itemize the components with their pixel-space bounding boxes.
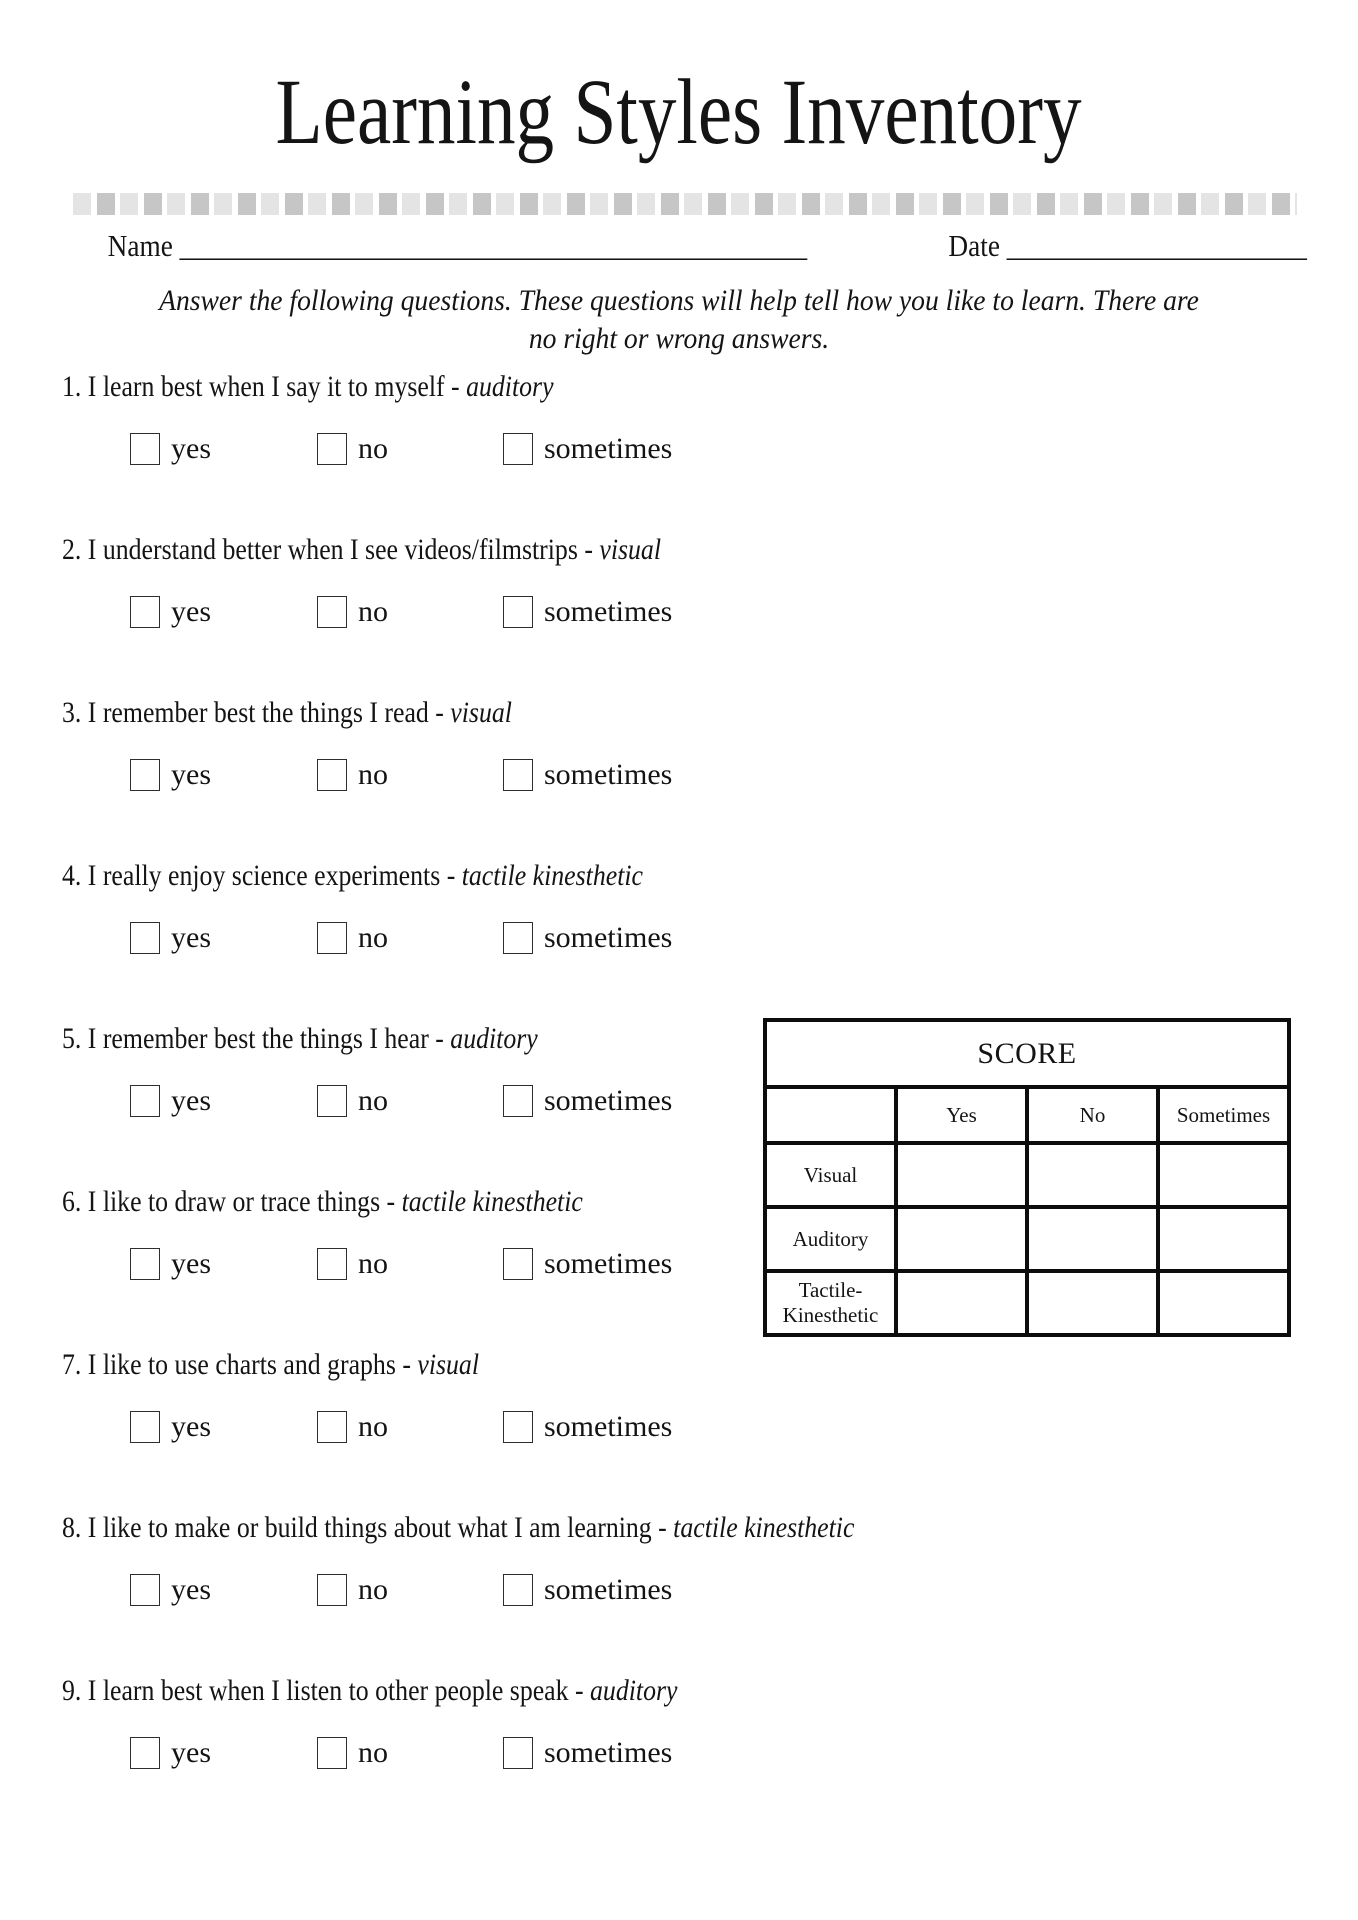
- question-label: I learn best when I listen to other people speak -: [87, 1674, 584, 1707]
- question-label: I like to use charts and graphs -: [87, 1348, 411, 1381]
- question-number: 4.: [62, 859, 82, 892]
- checkbox-q9-yes[interactable]: [130, 1737, 160, 1769]
- checkbox-label-yes: yes: [171, 1247, 211, 1280]
- question-label: I learn best when I say it to myself -: [87, 370, 460, 403]
- checkbox-label-yes: yes: [171, 921, 211, 954]
- answer-options: [130, 922, 1342, 954]
- question-block: [62, 1509, 1342, 1672]
- score-row-auditory: Auditory: [765, 1207, 896, 1271]
- checkbox-q2-sometimes[interactable]: [503, 596, 533, 628]
- question-text: [62, 857, 643, 895]
- checkbox-label-sometimes: sometimes: [544, 1247, 673, 1280]
- question-block: [62, 694, 1342, 857]
- learning-style-label: visual: [417, 1348, 480, 1381]
- date-label: Date: [948, 228, 1000, 263]
- score-cell-visual-yes[interactable]: [896, 1143, 1027, 1207]
- checkbox-label-no: no: [358, 921, 388, 954]
- checkbox-label-yes: yes: [171, 595, 211, 628]
- score-cell-tactile-no[interactable]: [1027, 1271, 1158, 1335]
- checkbox-q5-sometimes[interactable]: [503, 1085, 533, 1117]
- question-label: I remember best the things I hear -: [87, 1022, 444, 1055]
- question-number: 8.: [62, 1511, 82, 1544]
- checkbox-label-sometimes: sometimes: [544, 595, 673, 628]
- checkbox-q8-no[interactable]: [317, 1574, 347, 1606]
- checkbox-q8-yes[interactable]: [130, 1574, 160, 1606]
- checkbox-label-yes: yes: [171, 1736, 211, 1769]
- question-label: I remember best the things I read -: [87, 696, 444, 729]
- score-cell-visual-no[interactable]: [1027, 1143, 1158, 1207]
- checkbox-label-no: no: [358, 595, 388, 628]
- question-block: [62, 368, 1342, 531]
- question-number: 9.: [62, 1674, 82, 1707]
- decor-strip: [73, 193, 1297, 215]
- question-text: [62, 1672, 677, 1710]
- question-text: [62, 368, 554, 406]
- learning-style-label: auditory: [450, 1022, 538, 1055]
- question-number: 1.: [62, 370, 82, 403]
- answer-options: [130, 1411, 1342, 1443]
- checkbox-q3-yes[interactable]: [130, 759, 160, 791]
- score-table-title: SCORE: [765, 1020, 1289, 1087]
- checkbox-label-no: no: [358, 1573, 388, 1606]
- checkbox-q6-sometimes[interactable]: [503, 1248, 533, 1280]
- checkbox-q2-yes[interactable]: [130, 596, 160, 628]
- checkbox-label-sometimes: sometimes: [544, 1084, 673, 1117]
- score-col-yes: Yes: [896, 1087, 1027, 1143]
- question-number: 2.: [62, 533, 82, 566]
- question-block: [62, 1672, 1342, 1835]
- score-row-visual: Visual: [765, 1143, 896, 1207]
- question-label: I really enjoy science experiments -: [87, 859, 456, 892]
- instructions-line2: no right or wrong answers.: [528, 322, 830, 355]
- question-number: 3.: [62, 696, 82, 729]
- checkbox-label-yes: yes: [171, 1084, 211, 1117]
- title-wrap: [0, 61, 1358, 164]
- checkbox-label-yes: yes: [171, 432, 211, 465]
- question-text: [62, 1509, 854, 1547]
- checkbox-label-no: no: [358, 758, 388, 791]
- checkbox-label-no: no: [358, 1084, 388, 1117]
- checkbox-label-yes: yes: [171, 758, 211, 791]
- score-cell-auditory-no[interactable]: [1027, 1207, 1158, 1271]
- checkbox-q4-yes[interactable]: [130, 922, 160, 954]
- checkbox-q1-no[interactable]: [317, 433, 347, 465]
- learning-style-label: tactile kinesthetic: [673, 1511, 855, 1544]
- checkbox-q1-yes[interactable]: [130, 433, 160, 465]
- learning-style-label: auditory: [590, 1674, 678, 1707]
- score-corner-cell: [765, 1087, 896, 1143]
- checkbox-label-yes: yes: [171, 1410, 211, 1443]
- score-row-tactile-kinesthetic: Tactile- Kinesthetic: [765, 1271, 896, 1335]
- question-number: 6.: [62, 1185, 82, 1218]
- checkbox-q6-yes[interactable]: [130, 1248, 160, 1280]
- instructions-line1: Answer the following questions. These questions will help tell how you like to learn. There are: [159, 284, 1199, 317]
- checkbox-q2-no[interactable]: [317, 596, 347, 628]
- score-cell-visual-sometimes[interactable]: [1158, 1143, 1289, 1207]
- score-cell-auditory-sometimes[interactable]: [1158, 1207, 1289, 1271]
- checkbox-q9-no[interactable]: [317, 1737, 347, 1769]
- answer-options: [130, 1574, 1342, 1606]
- score-cell-tactile-yes[interactable]: [896, 1271, 1027, 1335]
- question-block: [62, 1346, 1342, 1509]
- checkbox-q3-sometimes[interactable]: [503, 759, 533, 791]
- question-label: I like to draw or trace things -: [87, 1185, 396, 1218]
- checkbox-q3-no[interactable]: [317, 759, 347, 791]
- question-text: [62, 1020, 538, 1058]
- answer-options: [130, 1737, 1342, 1769]
- checkbox-label-no: no: [358, 432, 388, 465]
- question-text: [62, 1183, 583, 1221]
- checkbox-q4-sometimes[interactable]: [503, 922, 533, 954]
- checkbox-q7-sometimes[interactable]: [503, 1411, 533, 1443]
- checkbox-label-sometimes: sometimes: [544, 1410, 673, 1443]
- name-label: Name: [107, 228, 173, 263]
- learning-style-label: auditory: [466, 370, 554, 403]
- name-date-row: [0, 228, 1358, 272]
- checkbox-label-sometimes: sometimes: [544, 921, 673, 954]
- question-block: [62, 857, 1342, 1020]
- page-title: Learning Styles Inventory: [275, 61, 1083, 164]
- name-field: [108, 228, 807, 264]
- checkbox-label-sometimes: sometimes: [544, 1573, 673, 1606]
- score-cell-auditory-yes[interactable]: [896, 1207, 1027, 1271]
- checkbox-q6-no[interactable]: [317, 1248, 347, 1280]
- checkbox-q1-sometimes[interactable]: [503, 433, 533, 465]
- question-label: I like to make or build things about what I am learning -: [87, 1511, 667, 1544]
- checkbox-label-sometimes: sometimes: [544, 1736, 673, 1769]
- checkbox-q9-sometimes[interactable]: [503, 1737, 533, 1769]
- question-text: [62, 531, 661, 569]
- question-text: [62, 694, 512, 732]
- checkbox-label-yes: yes: [171, 1573, 211, 1606]
- question-number: 7.: [62, 1348, 82, 1381]
- date-field: [948, 228, 1306, 264]
- checkbox-q5-yes[interactable]: [130, 1085, 160, 1117]
- learning-style-label: visual: [450, 696, 512, 729]
- checkbox-q8-sometimes[interactable]: [503, 1574, 533, 1606]
- score-col-sometimes: Sometimes: [1158, 1087, 1289, 1143]
- answer-options: [130, 596, 1342, 628]
- learning-style-label: tactile kinesthetic: [461, 859, 643, 892]
- question-text: [62, 1346, 479, 1384]
- question-number: 5.: [62, 1022, 82, 1055]
- question-label: I understand better when I see videos/filmstrips -: [87, 533, 593, 566]
- instructions: [0, 282, 1358, 358]
- checkbox-label-no: no: [358, 1247, 388, 1280]
- score-col-no: No: [1027, 1087, 1158, 1143]
- answer-options: [130, 759, 1342, 791]
- learning-style-label: tactile kinesthetic: [401, 1185, 583, 1218]
- learning-style-label: visual: [599, 533, 662, 566]
- score-cell-tactile-sometimes[interactable]: [1158, 1271, 1289, 1335]
- checkbox-label-no: no: [358, 1410, 388, 1443]
- checkbox-label-no: no: [358, 1736, 388, 1769]
- checkbox-q7-yes[interactable]: [130, 1411, 160, 1443]
- score-table: [763, 1018, 1291, 1337]
- checkbox-label-sometimes: sometimes: [544, 432, 673, 465]
- checkbox-label-sometimes: sometimes: [544, 758, 673, 791]
- answer-options: [130, 433, 1342, 465]
- date-line[interactable]: ______________________: [1006, 228, 1307, 263]
- checkbox-q7-no[interactable]: [317, 1411, 347, 1443]
- checkbox-q4-no[interactable]: [317, 922, 347, 954]
- question-block: [62, 531, 1342, 694]
- checkbox-q5-no[interactable]: [317, 1085, 347, 1117]
- name-line[interactable]: ______________________________________________: [179, 228, 808, 263]
